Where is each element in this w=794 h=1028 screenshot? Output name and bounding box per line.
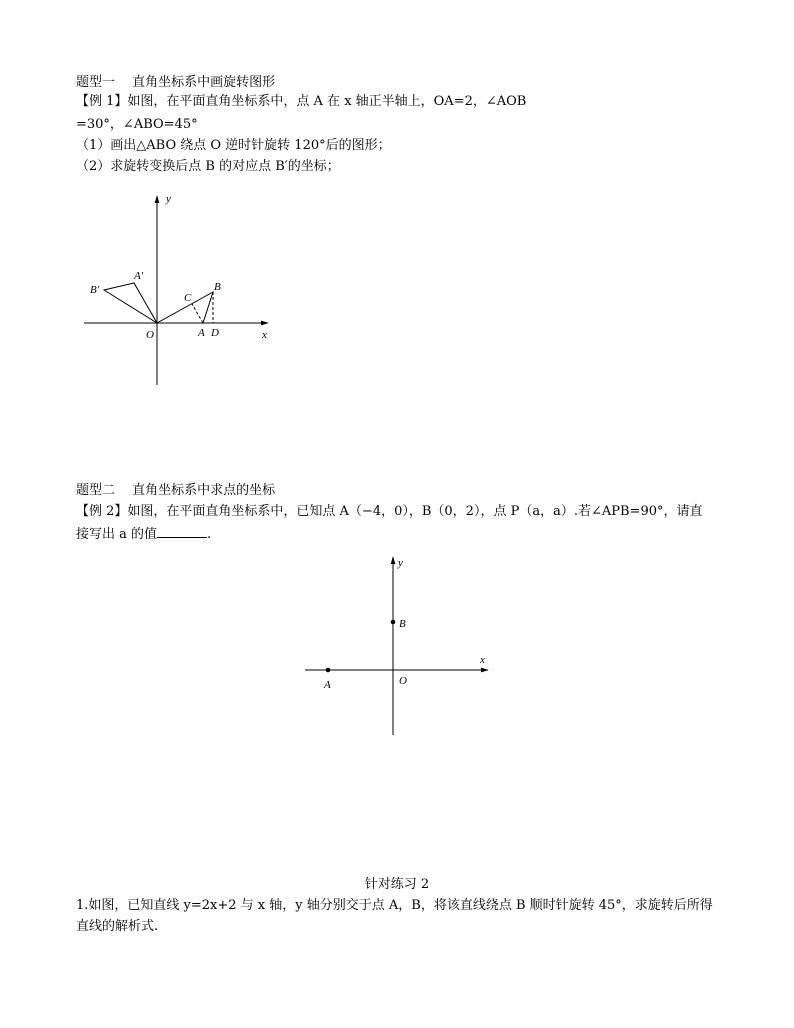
- label-o: O: [146, 329, 154, 341]
- label-y: y: [166, 193, 171, 205]
- point-a: [326, 668, 331, 673]
- example1-question2: （2）求旋转变换后点 B 的对应点 B′的坐标；: [76, 159, 340, 174]
- practice-problem-line2: 直线的解析式.: [76, 919, 159, 934]
- label-b-prime: B′: [90, 284, 100, 296]
- practice-problem-line1: 1.如图，已知直线 y=2x+2 与 x 轴，y 轴分别交于点 A，B，将该直线绕点 B 顺时针旋转 45°，求旋转后所得: [76, 898, 713, 913]
- example2-line2-prefix: 接写出 a 的值: [76, 527, 158, 542]
- example2-line2-suffix: .: [207, 527, 212, 542]
- example1-line1: 【例 1】如图，在平面直角坐标系中，点 A 在 x 轴正半轴上，OA=2，∠AOB: [76, 94, 527, 109]
- label-c: C: [184, 292, 192, 304]
- example1-line2: =30°，∠ABO=45°: [76, 117, 198, 132]
- label-y: y: [398, 557, 403, 569]
- label-b: B: [214, 281, 221, 293]
- label-a: A: [198, 327, 205, 339]
- label-a: A: [324, 679, 331, 691]
- section2-heading: 题型二 直角坐标系中求点的坐标: [76, 483, 276, 498]
- point-b: [391, 620, 396, 625]
- example2-line1: 【例 2】如图，在平面直角坐标系中，已知点 A（−4，0），B（0，2），点 P（a，a）.若∠APB=90°，请直: [76, 504, 703, 519]
- label-a-prime: A′: [134, 270, 144, 282]
- example1-question1: （1）画出△ABO 绕点 O 逆时针旋转 120°后的图形；: [76, 138, 391, 153]
- label-x: x: [480, 654, 485, 666]
- label-b: B: [399, 618, 406, 630]
- practice-title: 针对练习 2: [364, 877, 430, 892]
- label-o: O: [399, 675, 407, 687]
- section1-heading: 题型一 直角坐标系中画旋转图形: [76, 75, 276, 90]
- label-d: D: [211, 327, 219, 339]
- label-x: x: [262, 329, 267, 341]
